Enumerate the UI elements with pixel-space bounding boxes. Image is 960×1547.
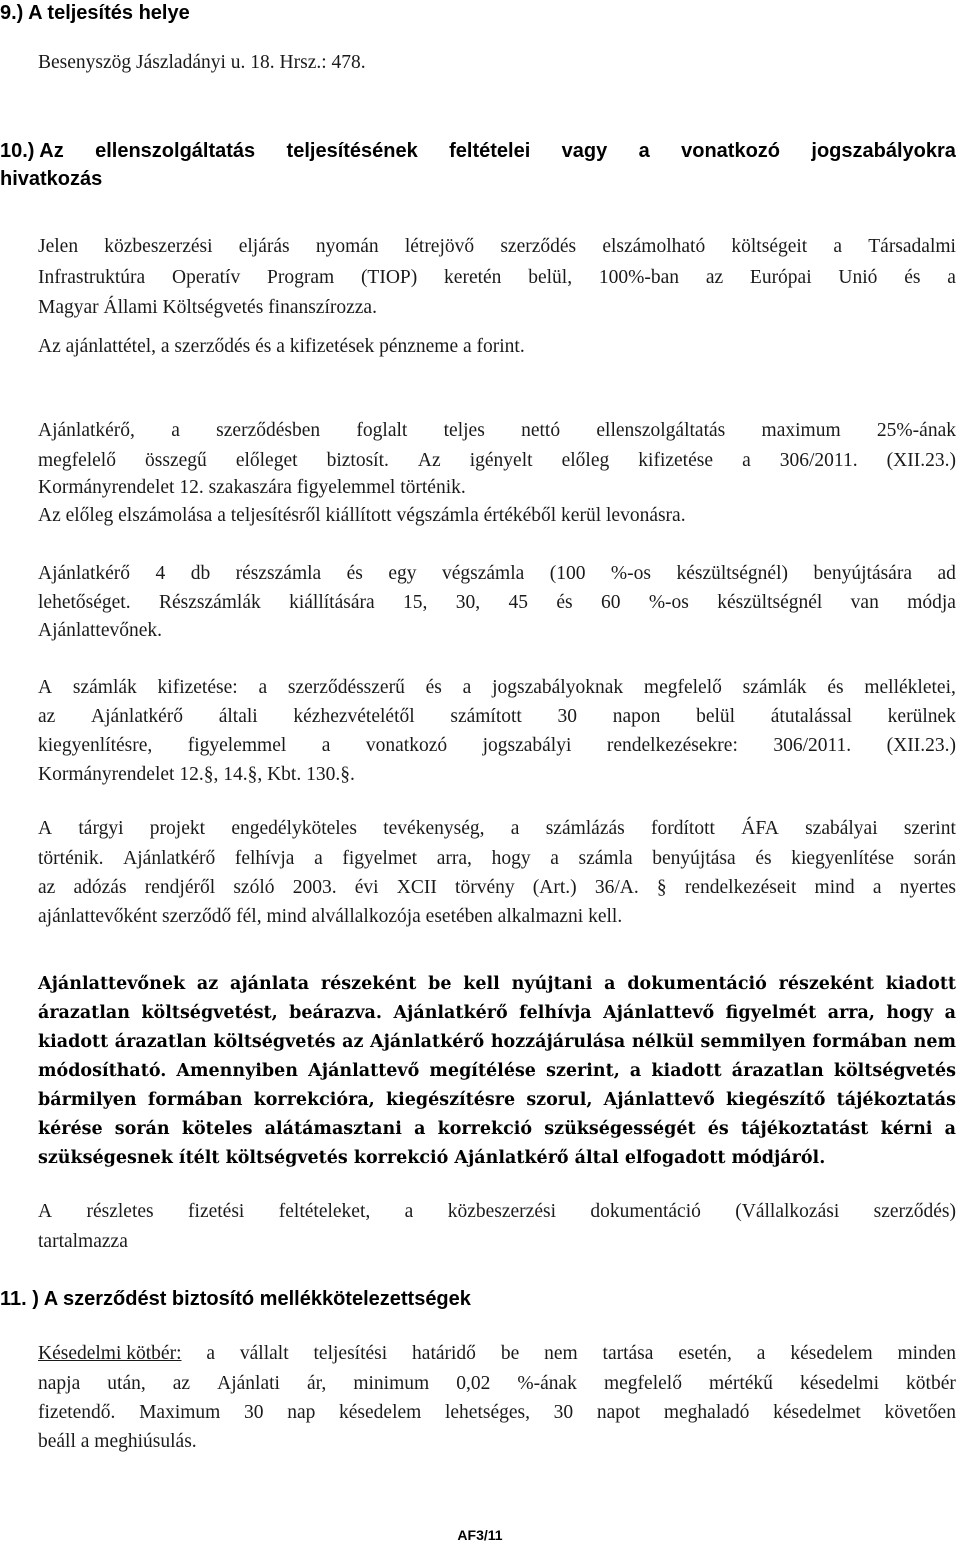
word: nyertes: [899, 877, 956, 898]
word: Társadalmi: [868, 236, 956, 257]
word: tárgyi: [78, 818, 124, 839]
word: fizetési: [188, 1201, 245, 1222]
word: a: [206, 1343, 216, 1364]
word: részletes: [86, 1201, 154, 1222]
paragraph-payment-line-1: [38, 677, 956, 699]
word: szerződésben: [216, 420, 321, 441]
word: benyújtására: [813, 563, 912, 584]
word: 2003.: [292, 877, 337, 898]
word: vonatkozó: [681, 140, 781, 162]
word: a: [510, 818, 520, 839]
word: és: [346, 563, 363, 584]
paragraph-vat-line-1: [38, 818, 956, 840]
word: dokumentáció: [590, 1201, 701, 1222]
word: teljesítési: [313, 1343, 388, 1364]
word: maximum: [761, 420, 841, 441]
word: A: [38, 677, 53, 698]
word: arra,: [436, 848, 472, 869]
word: megfelelő: [643, 677, 722, 698]
word: végszámla: [441, 563, 525, 584]
word: napon: [612, 706, 661, 727]
word: minimum: [353, 1373, 430, 1394]
word: 0,02: [456, 1373, 491, 1394]
word: fordított: [651, 818, 715, 839]
word: egy: [388, 563, 417, 584]
word: előleg: [561, 450, 610, 471]
word: nap: [287, 1402, 316, 1423]
paragraph-invoices-line-1: [38, 563, 956, 585]
word: 60: [600, 592, 621, 613]
word: részszámla: [235, 563, 322, 584]
word: 25%-ának: [876, 420, 956, 441]
word: vagy: [561, 140, 608, 162]
word: szóló: [233, 877, 275, 898]
word: biztosít.: [326, 450, 389, 471]
paragraph-advance-line-2: [38, 450, 956, 472]
paragraph-funding-line-1: [38, 236, 956, 258]
word: Maximum: [139, 1402, 221, 1423]
paragraph-invoices-line-2: [38, 592, 956, 614]
word: minden: [897, 1343, 956, 1364]
word: lehetőséget.: [38, 592, 131, 613]
word: a: [550, 848, 559, 869]
word: 10.) Az: [0, 140, 64, 162]
section-10-heading-line-1: [0, 138, 956, 164]
word: belül: [696, 706, 736, 727]
word: a: [872, 877, 882, 898]
word: tartása: [602, 1343, 654, 1364]
word: felhívja: [234, 848, 295, 869]
word: Ajánlatkérő,: [38, 420, 135, 441]
delivery-address: Besenyszög Jászladányi u. 18. Hrsz.: 478.: [38, 52, 366, 73]
paragraph-terms-line-1: [38, 1201, 956, 1223]
word: feltételei: [449, 140, 531, 162]
word: mellékletei,: [864, 677, 956, 698]
word: meghaladó: [663, 1402, 750, 1423]
word: mind: [814, 877, 855, 898]
word: módja: [907, 592, 956, 613]
word: megfelelő: [603, 1373, 682, 1394]
word: db: [190, 563, 211, 584]
word: %-os: [610, 563, 651, 584]
penalty-line-2: [38, 1373, 956, 1395]
word: a: [404, 1201, 414, 1222]
word: Ajánlatkérő: [38, 563, 131, 584]
penalty-line-4: beáll a meghiúsulás.: [38, 1431, 197, 1452]
word: foglalt: [356, 420, 408, 441]
word: vállalt: [239, 1343, 289, 1364]
word: elszámolható: [602, 236, 706, 257]
word: általi: [218, 706, 258, 727]
word: %-os: [648, 592, 689, 613]
word: kifizetése:: [157, 677, 238, 698]
word: kiállítására: [289, 592, 375, 613]
paragraph-payment-line-2: [38, 706, 956, 728]
word: törvény: [455, 877, 515, 898]
word: jogszabályokra: [811, 140, 956, 162]
section-10-heading-line-2: hivatkozás: [0, 168, 103, 190]
section-11-heading: 11. ) A szerződést biztosító mellékkötelezettségek: [0, 1288, 471, 1310]
word: nettó: [521, 420, 561, 441]
word: esetén,: [678, 1343, 732, 1364]
word: és: [556, 592, 573, 613]
word: Operatív: [171, 267, 241, 288]
word: Infrastruktúra: [38, 267, 146, 288]
word: (Vállalkozási: [735, 1201, 840, 1222]
word: késedelmi: [799, 1373, 879, 1394]
word: mértékű: [709, 1373, 773, 1394]
section-9-heading: 9.) A teljesítés helye: [0, 2, 190, 24]
word: összegű: [145, 450, 207, 471]
word: késedelem: [790, 1343, 873, 1364]
word: után,: [107, 1373, 146, 1394]
word: vonatkozó: [365, 735, 448, 756]
word: létrejövő: [404, 236, 475, 257]
word: késedelem: [339, 1402, 422, 1423]
word: 36/A.: [594, 877, 639, 898]
word: (Art.): [532, 877, 577, 898]
word: ár,: [307, 1373, 327, 1394]
word: 100%-ban: [598, 267, 680, 288]
word: történik.: [38, 848, 104, 869]
penalty-line-3: [38, 1402, 956, 1424]
word: szerződés: [500, 236, 577, 257]
word: Európai: [749, 267, 812, 288]
word: szerint: [903, 818, 956, 839]
word: Ajánlati: [217, 1373, 280, 1394]
paragraph-terms-line-2: tartalmazza: [38, 1231, 128, 1252]
paragraph-funding-line-3: Magyar Állami Költségvetés finanszírozza.: [38, 297, 377, 318]
word: során: [913, 848, 956, 869]
word: nyomán: [315, 236, 379, 257]
word: 30: [557, 706, 578, 727]
word: a: [258, 677, 268, 698]
paragraph-currency: Az ajánlattétel, a szerződés és a kifizetések pénzneme a forint.: [38, 336, 525, 357]
word: 306/2011.: [779, 450, 858, 471]
word: 30: [244, 1402, 264, 1423]
word: 45: [508, 592, 528, 613]
word: adózás: [73, 877, 127, 898]
word: szabályai: [805, 818, 878, 839]
word: lehetséges,: [444, 1402, 530, 1423]
word: Program: [267, 267, 335, 288]
word: kiegyenlítése: [791, 848, 895, 869]
word: késedelmet: [773, 1402, 861, 1423]
word: a: [314, 848, 323, 869]
word: %-ának: [517, 1373, 577, 1394]
word: XCII: [396, 877, 437, 898]
word: közbeszerzési: [104, 236, 213, 257]
word: (TIOP): [360, 267, 418, 288]
word: és: [425, 677, 442, 698]
word: napot: [596, 1402, 641, 1423]
word: rendelkezésekre:: [606, 735, 738, 756]
paragraph-advance-line-1: [38, 420, 956, 442]
word: jogszabályi: [482, 735, 572, 756]
paragraph-payment-line-4: Kormányrendelet 12.§, 14.§, Kbt. 130.§.: [38, 764, 355, 785]
word: 4: [155, 563, 166, 584]
word: eljárás: [238, 236, 290, 257]
word: nem: [544, 1343, 578, 1364]
word: készültségnél: [717, 592, 823, 613]
word: hogy: [491, 848, 531, 869]
paragraph-vat-line-4: ajánlattevőként szerződő fél, mind alvállalkozója esetében alkalmazni kell.: [38, 906, 623, 927]
word: (XII.23.): [886, 450, 956, 471]
paragraph-budget-bold: Ajánlattevőnek az ajánlata részeként be kell nyújtani a dokumentáció részeként kiadott árazatlan költségvetést, beárazva. Ajánlatkérő felhívja Ajánlattevő figyelmét arra, hogy a kiadott árazatlan költségvetés az Ajánlatkérő hozzájárulása nélkül semmilyen formában nem módosítható. Amennyiben Ajánlattevő megítélése szerint, a kiadott árazatlan költségvetés bármilyen formában korrekcióra, kiegészítésre szorul, Ajánlattevő kiegészítő tájékoztatás kérése során köteles alátámasztani a korrekció szükségességét és tájékoztatást kérni a szükségesnek ítélt költségvetés korrekció Ajánlatkérő által elfogadott módjáról.: [38, 974, 956, 1168]
word: Ajánlatkérő: [91, 706, 184, 727]
word: tevékenység,: [383, 818, 485, 839]
paragraph-funding-line-2: [38, 267, 956, 289]
word: 30,: [455, 592, 481, 613]
word: benyújtása: [652, 848, 736, 869]
word: kötbér: [906, 1373, 956, 1394]
word: keretén: [444, 267, 502, 288]
word: ad: [937, 563, 956, 584]
word: napja: [38, 1373, 81, 1394]
word: a: [756, 1343, 766, 1364]
word: számított: [450, 706, 522, 727]
word: megfelelő: [38, 450, 116, 471]
word: projekt: [149, 818, 206, 839]
word: kerülnek: [887, 706, 956, 727]
word: szerződésszerű: [287, 677, 405, 698]
word: A: [38, 818, 53, 839]
page-number: AF3/11: [457, 1527, 503, 1543]
word: a: [462, 677, 472, 698]
word: számla: [578, 848, 633, 869]
word: be: [500, 1343, 520, 1364]
word: készültségnél): [676, 563, 788, 584]
word: rendjéről: [144, 877, 216, 898]
word: követően: [884, 1402, 956, 1423]
word: ÁFA: [741, 818, 779, 839]
word: a: [742, 450, 751, 471]
word: engedélyköteles: [231, 818, 357, 839]
word: az: [38, 706, 56, 727]
word: ellenszolgáltatás: [596, 420, 726, 441]
penalty-line-1: [38, 1343, 956, 1365]
paragraph-advance-line-4: Az előleg elszámolása a teljesítésről kiállított végszámla értékéből kerül levonásra.: [38, 505, 686, 526]
word: és: [827, 677, 844, 698]
word: jogszabályoknak: [492, 677, 624, 698]
word: előleget: [235, 450, 298, 471]
word: Unió: [838, 267, 878, 288]
word: a: [833, 236, 843, 257]
word: közbeszerzési: [447, 1201, 556, 1222]
word: figyelmet: [342, 848, 418, 869]
word: belül,: [528, 267, 573, 288]
word: a: [638, 140, 650, 162]
word: számlázás: [545, 818, 625, 839]
word: kifizetése: [638, 450, 714, 471]
word: átutalással: [770, 706, 852, 727]
word: rendelkezéseit: [684, 877, 797, 898]
word: kézhezvételétől: [293, 706, 415, 727]
word: és: [755, 848, 772, 869]
word: költségeit: [731, 236, 808, 257]
paragraph-advance-line-3: Kormányrendelet 12. szakaszára figyelemmel történik.: [38, 477, 466, 498]
word: Jelen: [38, 236, 79, 257]
word: kiegyenlítésre,: [38, 735, 153, 756]
word: §: [656, 877, 667, 898]
word: évi: [354, 877, 379, 898]
paragraph-payment-line-3: [38, 735, 956, 757]
penalty-label: Késedelmi kötbér:: [38, 1343, 182, 1364]
word: A: [38, 1201, 53, 1222]
word: és: [904, 267, 921, 288]
word: feltételeket,: [278, 1201, 371, 1222]
word: a: [321, 735, 331, 756]
word: az: [705, 267, 724, 288]
word: igényelt: [469, 450, 533, 471]
word: az: [38, 877, 56, 898]
word: teljesítésének: [286, 140, 418, 162]
paragraph-vat-line-3: [38, 877, 956, 899]
word: számlák: [742, 677, 807, 698]
word: ellenszolgáltatás: [95, 140, 256, 162]
word: (100: [549, 563, 586, 584]
word: teljes: [443, 420, 485, 441]
word: Ajánlatkérő: [123, 848, 216, 869]
word: 30: [553, 1402, 574, 1423]
word: figyelemmel: [187, 735, 287, 756]
word: fizetendő.: [38, 1402, 116, 1423]
word: a: [171, 420, 180, 441]
word: 15,: [403, 592, 428, 613]
word: van: [850, 592, 879, 613]
word: a: [947, 267, 956, 288]
paragraph-invoices-line-3: Ajánlattevőnek.: [38, 620, 162, 641]
word: szerződés): [873, 1201, 956, 1222]
word: számlák: [72, 677, 137, 698]
paragraph-vat-line-2: [38, 848, 956, 870]
word: 306/2011.: [773, 735, 852, 756]
word: Részszámlák: [158, 592, 261, 613]
word: (XII.23.): [886, 735, 956, 756]
word: Az: [417, 450, 441, 471]
word: határidő: [412, 1343, 476, 1364]
word: az: [172, 1373, 191, 1394]
